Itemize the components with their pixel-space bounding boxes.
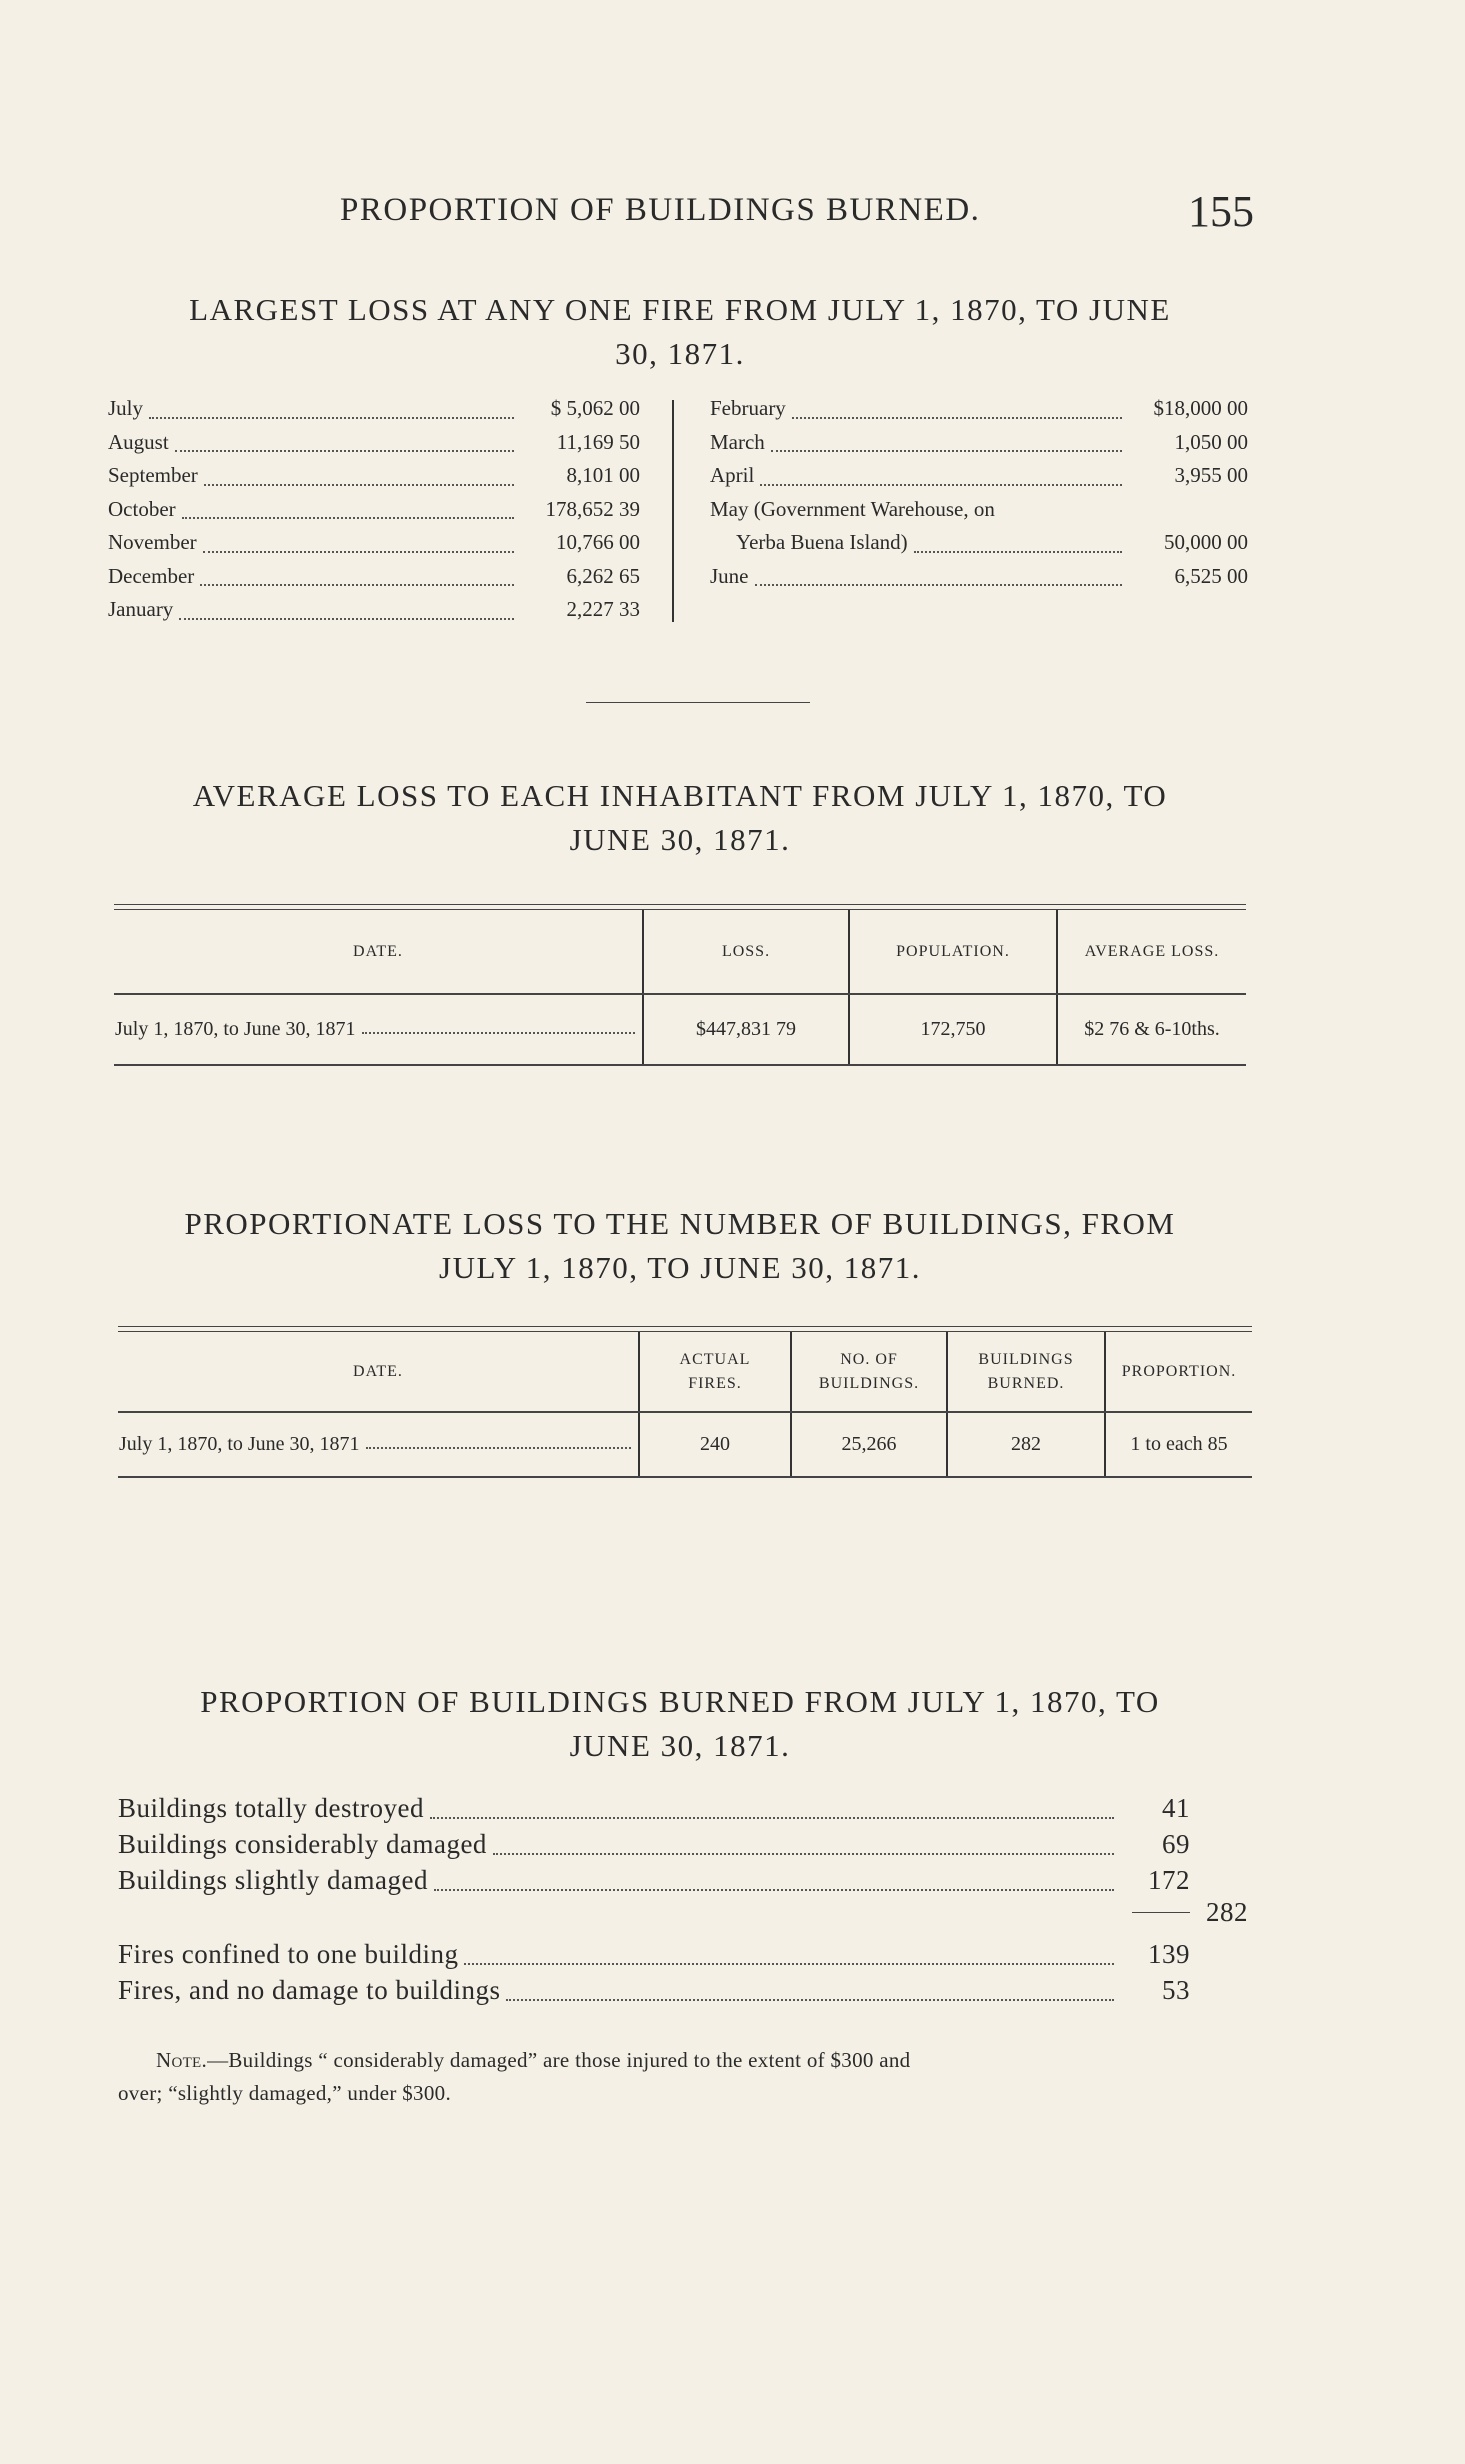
proportion-burned-list [118,1790,1248,2008]
largest-loss-title [100,288,1260,376]
month-row [108,493,640,527]
month-row [710,426,1248,460]
month-amount: 8,101 00 [566,463,640,487]
month-label: October [108,496,176,521]
proportion-burned-title [100,1680,1260,1768]
average-loss-table [114,904,1246,1066]
proportionate-loss-title [100,1202,1260,1290]
month-row [108,560,640,594]
month-row [108,392,640,426]
month-label: September [108,463,198,487]
proportion-burned-title-line2: JUNE 30, 1871. [569,1728,791,1763]
item-value: 53 [1162,1975,1190,2005]
table-row [114,994,1246,1064]
table-row [118,1412,1252,1476]
footnote-lead: Note. [156,2048,208,2072]
month-amount: 10,766 00 [556,530,640,554]
monthly-losses-left [108,392,640,627]
month-label: August [108,429,169,454]
item-value: 41 [1162,1793,1190,1823]
month-amount: $18,000 00 [1153,396,1248,420]
proportionate-loss-title-line1: PROPORTIONATE LOSS TO THE NUMBER OF BUILDINGS, FROM [184,1206,1176,1241]
month-amount: 6,525 00 [1174,563,1248,588]
row-buildings-burned: 282 [947,1412,1105,1476]
item-label: Fires confined to one building [118,1939,459,1969]
section-divider [586,702,810,703]
header-average-loss: AVERAGE LOSS. [1057,910,1246,994]
month-row [108,593,640,627]
header-actual: ACTUAL [679,1350,751,1368]
month-amount: $ 5,062 00 [550,396,640,420]
proportionate-loss-table [118,1326,1252,1478]
row-no-of-buildings: 25,266 [791,1412,947,1476]
month-amount: 178,652 39 [545,496,640,521]
row-loss: $447,831 79 [643,994,849,1064]
month-label: January [108,597,174,621]
list-item [118,1936,1190,1972]
column-divider [672,400,674,622]
header-buildings-burned [947,1332,1105,1412]
footnote-text2: over; “slightly damaged,” under $300. [118,2081,452,2105]
header-burned: BURNED. [987,1374,1065,1392]
month-label: November [108,530,197,554]
row-average-loss: $2 76 & 6-10ths. [1084,1018,1220,1040]
row-date: July 1, 1870, to June 30, 1871 [119,1433,360,1455]
item-label: Buildings totally destroyed [118,1793,424,1823]
footnote-text: —Buildings “ considerably damaged” are those injured to the extent of $300 and [207,2048,911,2072]
month-label: Yerba Buena Island) [736,530,908,554]
average-loss-title-line2: JUNE 30, 1871. [569,822,791,857]
month-label: February [710,396,786,420]
header-actual-fires [639,1332,791,1412]
month-row [710,560,1248,594]
header-fires: FIRES. [688,1374,742,1392]
item-value: 172 [1148,1865,1190,1895]
month-row [108,426,640,460]
row-population: 172,750 [849,994,1057,1064]
page-header [0,186,1465,236]
item-label: Buildings considerably damaged [118,1829,487,1859]
month-row [710,459,1248,493]
item-label: Fires, and no damage to buildings [118,1975,501,2005]
total-row [118,1897,1248,1936]
month-amount: 6,262 65 [566,563,640,588]
month-label: April [710,463,755,487]
month-row [710,526,1248,560]
item-value: 139 [1148,1939,1190,1969]
list-item [118,1790,1190,1826]
month-amount: 1,050 00 [1174,429,1248,454]
header-loss: LOSS. [643,910,849,994]
header-population: POPULATION. [849,910,1057,994]
month-row [108,526,640,560]
month-row [108,459,640,493]
total-value: 282 [1206,1897,1248,1927]
month-label: March [710,429,765,454]
proportionate-loss-title-line2: JULY 1, 1870, TO JUNE 30, 1871. [439,1250,921,1285]
month-label: May (Government Warehouse, on [710,496,995,521]
month-label: December [108,563,195,588]
month-label: July [108,396,144,420]
item-label: Buildings slightly damaged [118,1865,428,1895]
list-item [118,1972,1190,2008]
month-row [710,392,1248,426]
month-amount: 2,227 33 [566,597,640,621]
header-date: DATE. [114,910,643,994]
row-date: July 1, 1870, to June 30, 1871 [115,1018,356,1040]
header-no-of-buildings [791,1332,947,1412]
largest-loss-title-line1: LARGEST LOSS AT ANY ONE FIRE FROM JULY 1, 1870, TO JUNE [189,292,1171,327]
largest-loss-title-line2: 30, 1871. [615,336,745,371]
header-buildings2: BUILDINGS [978,1350,1074,1368]
page-number: 155 [1188,187,1254,236]
header-buildings: BUILDINGS. [818,1374,920,1392]
average-loss-title-line1: AVERAGE LOSS TO EACH INHABITANT FROM JULY 1, 1870, TO [192,778,1168,813]
running-title: PROPORTION OF BUILDINGS BURNED. [340,192,981,228]
month-amount: 50,000 00 [1164,530,1248,554]
average-loss-title [100,774,1260,862]
row-actual-fires: 240 [639,1412,791,1476]
header-no-of: NO. OF [840,1350,898,1368]
list-item [118,1826,1190,1862]
month-row [710,493,1248,527]
month-amount: 11,169 50 [556,429,640,454]
header-date: DATE. [118,1332,639,1412]
item-value: 69 [1162,1829,1190,1859]
header-proportion: PROPORTION. [1105,1332,1252,1412]
proportion-burned-title-line1: PROPORTION OF BUILDINGS BURNED FROM JULY 1, 1870, TO [200,1684,1160,1719]
month-label: June [710,563,749,588]
footnote [118,2044,1254,2110]
month-amount: 3,955 00 [1174,463,1248,487]
monthly-losses-right [710,392,1248,593]
list-item [118,1862,1190,1898]
row-proportion: 1 to each 85 [1130,1433,1228,1455]
sum-rule [1132,1912,1190,1913]
